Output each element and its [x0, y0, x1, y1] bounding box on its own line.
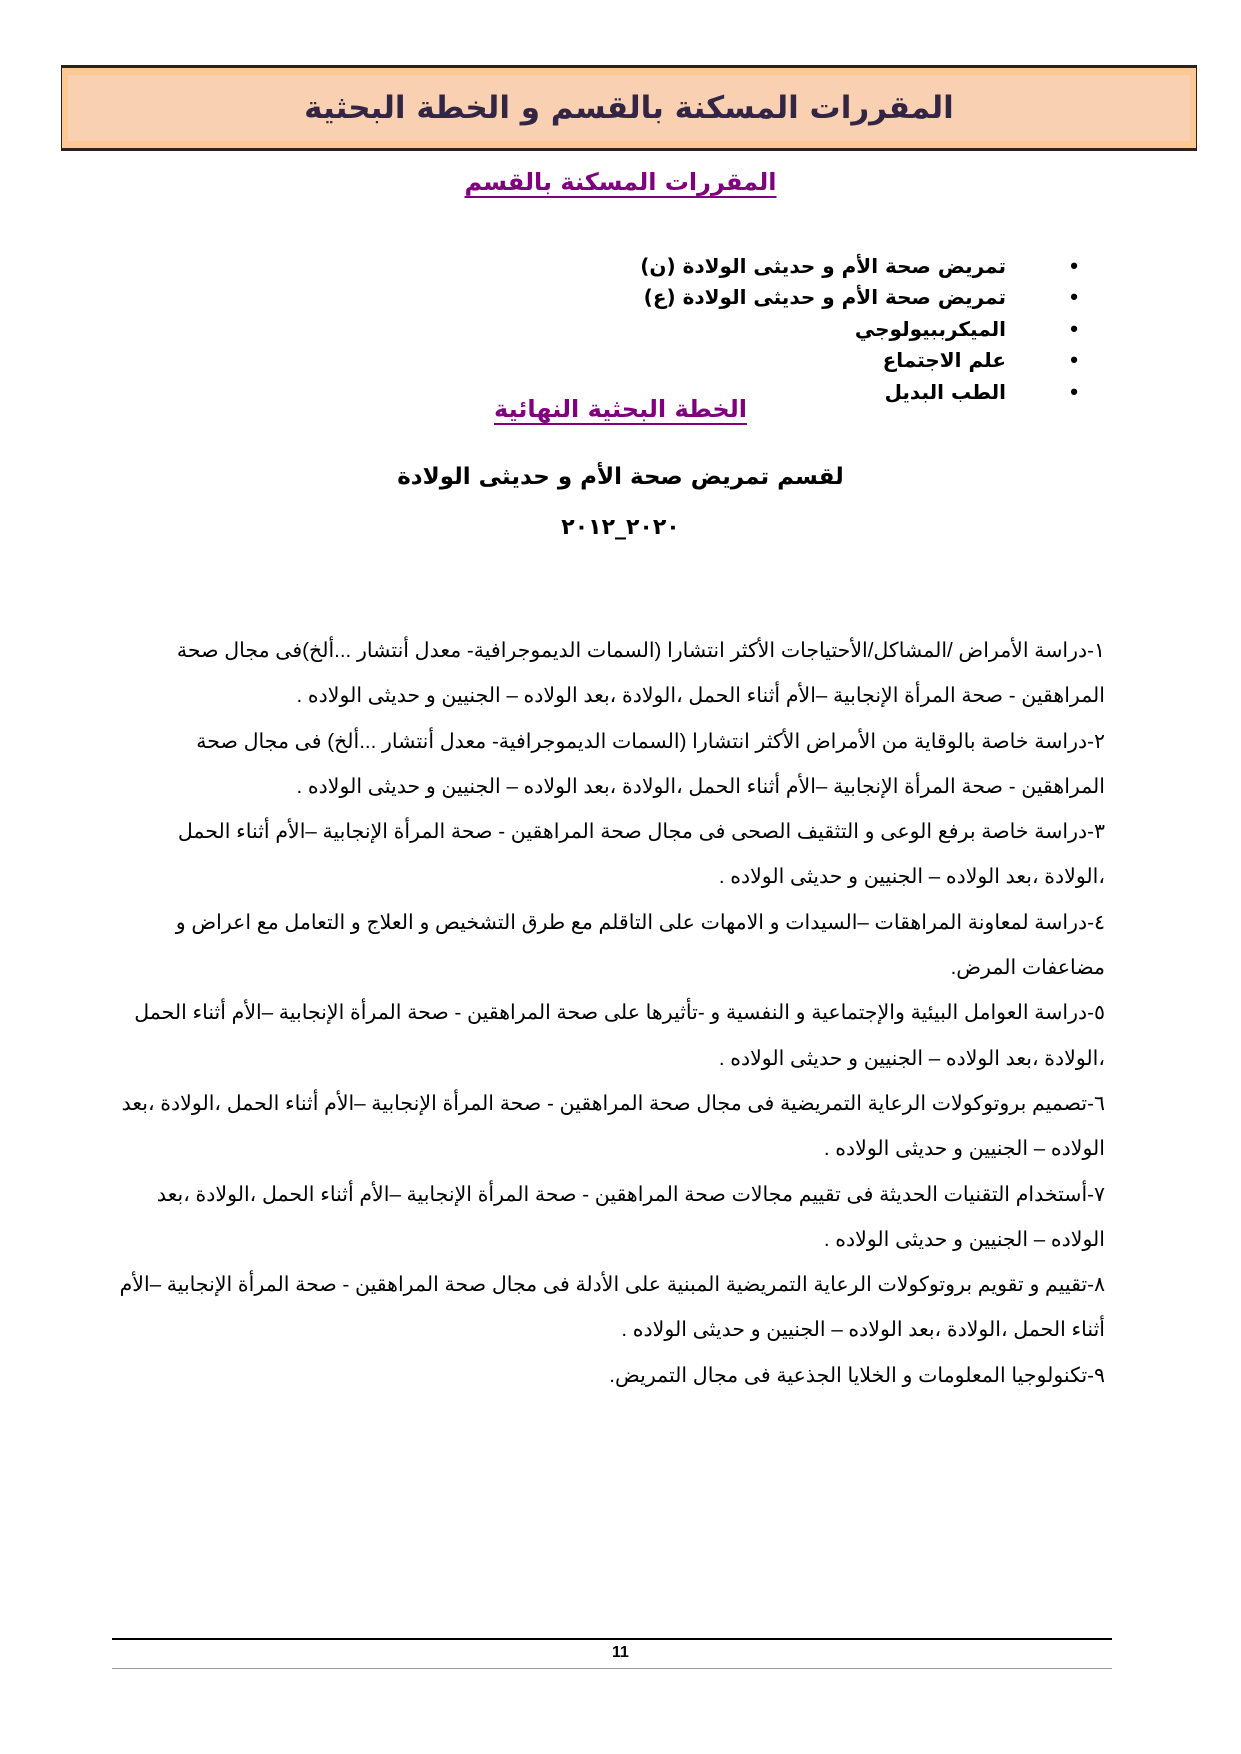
document-title: المقررات المسكنة بالقسم و الخطة البحثية: [304, 90, 954, 126]
plan-item: ١-دراسة الأمراض /المشاكل/الأحتياجات الأكثر انتشارا (السمات الديموجرافية- معدل أنتشار ...ألخ)فى مجال صحة المراهقين - صحة المرأة الإنجابية –الأم أثناء الحمل ،الولادة ،بعد الولاده – الجنيين و حديثى الولاده .: [176, 639, 1105, 708]
footer-divider-bottom: [112, 1668, 1112, 1669]
plan-item: ٧-أستخدام التقنيات الحديثة فى تقييم مجالات صحة المراهقين - صحة المرأة الإنجابية –الأم أثناء الحمل ،الولادة ،بعد الولاده – الجنيين و حديثى الولاده .: [156, 1182, 1105, 1251]
page-number: 11: [612, 1644, 629, 1661]
courses-heading: المقررات المسكنة بالقسم: [464, 168, 777, 196]
course-label: تمريض صحة الأم و حديثى الولادة (ن): [640, 253, 1006, 278]
course-label: علم الاجتماع: [882, 348, 1006, 373]
research-plan-heading: الخطة البحثية النهائية: [494, 395, 747, 423]
course-item: [640, 282, 1078, 314]
course-item: [640, 250, 1078, 282]
course-label: تمريض صحة الأم و حديثى الولادة (ع): [643, 285, 1006, 310]
plan-years: ٢٠٢٠_٢٠١٢: [561, 515, 680, 540]
plan-item: ٢-دراسة خاصة بالوقاية من الأمراض الأكثر انتشارا (السمات الديموجرافية- معدل أنتشار ...ألخ) فى مجال صحة المراهقين - صحة المرأة الإنجابية –الأم أثناء الحمل ،الولادة ،بعد الولاده – الجنيين و حديثى الولاده .: [196, 729, 1105, 798]
footer-divider-top: [112, 1638, 1112, 1640]
bullet-icon: •: [1070, 284, 1078, 310]
document-title-box: [61, 65, 1197, 151]
bullet-icon: •: [1070, 252, 1078, 278]
course-label: الطب البديل: [884, 379, 1006, 404]
course-item: [640, 345, 1078, 377]
plan-item: ٨-تقييم و تقويم بروتوكولات الرعاية التمريضية المبنية على الأدلة فى مجال صحة المراهقين - صحة المرأة الإنجابية –الأم أثناء الحمل ،الولادة ،بعد الولاده – الجنيين و حديثى الولاده .: [119, 1273, 1105, 1342]
bullet-icon: •: [1070, 347, 1078, 373]
document-title-inner: [68, 75, 1190, 141]
courses-list: [640, 250, 1078, 408]
plan-item: ٤-دراسة لمعاونة المراهقات –السيدات و الامهات على التاقلم مع طرق التشخيص و العلاج و التعامل مع اعراض و مضاعفات المرض.: [175, 910, 1105, 980]
plan-item: ٩-تكنولوجيا المعلومات و الخلايا الجذعية فى مجال التمريض.: [609, 1363, 1105, 1387]
course-item: [640, 313, 1078, 345]
bullet-icon: •: [1070, 315, 1078, 341]
department-subtitle: لقسم تمريض صحة الأم و حديثى الولادة: [397, 464, 844, 490]
plan-item: ٥-دراسة العوامل البيئية والإجتماعية و النفسية و -تأثيرها على صحة المراهقين - صحة المرأة الإنجابية –الأم أثناء الحمل ،الولادة ،بعد الولاده – الجنيين و حديثى الولاده .: [134, 1001, 1105, 1070]
research-plan-list: [115, 628, 1105, 1398]
plan-item: ٦-تصميم بروتوكولات الرعاية التمريضية فى مجال صحة المراهقين - صحة المرأة الإنجابية –الأم أثناء الحمل ،الولادة ،بعد الولاده – الجنيين و حديثى الولاده .: [121, 1091, 1105, 1161]
bullet-icon: •: [1070, 378, 1078, 404]
plan-item: ٣-دراسة خاصة برفع الوعى و التثقيف الصحى فى مجال صحة المراهقين - صحة المرأة الإنجابية –الأم أثناء الحمل ،الولادة ،بعد الولاده – الجنيين و حديثى الولاده .: [177, 820, 1105, 889]
course-label: الميكرببيولوجي: [854, 316, 1006, 341]
